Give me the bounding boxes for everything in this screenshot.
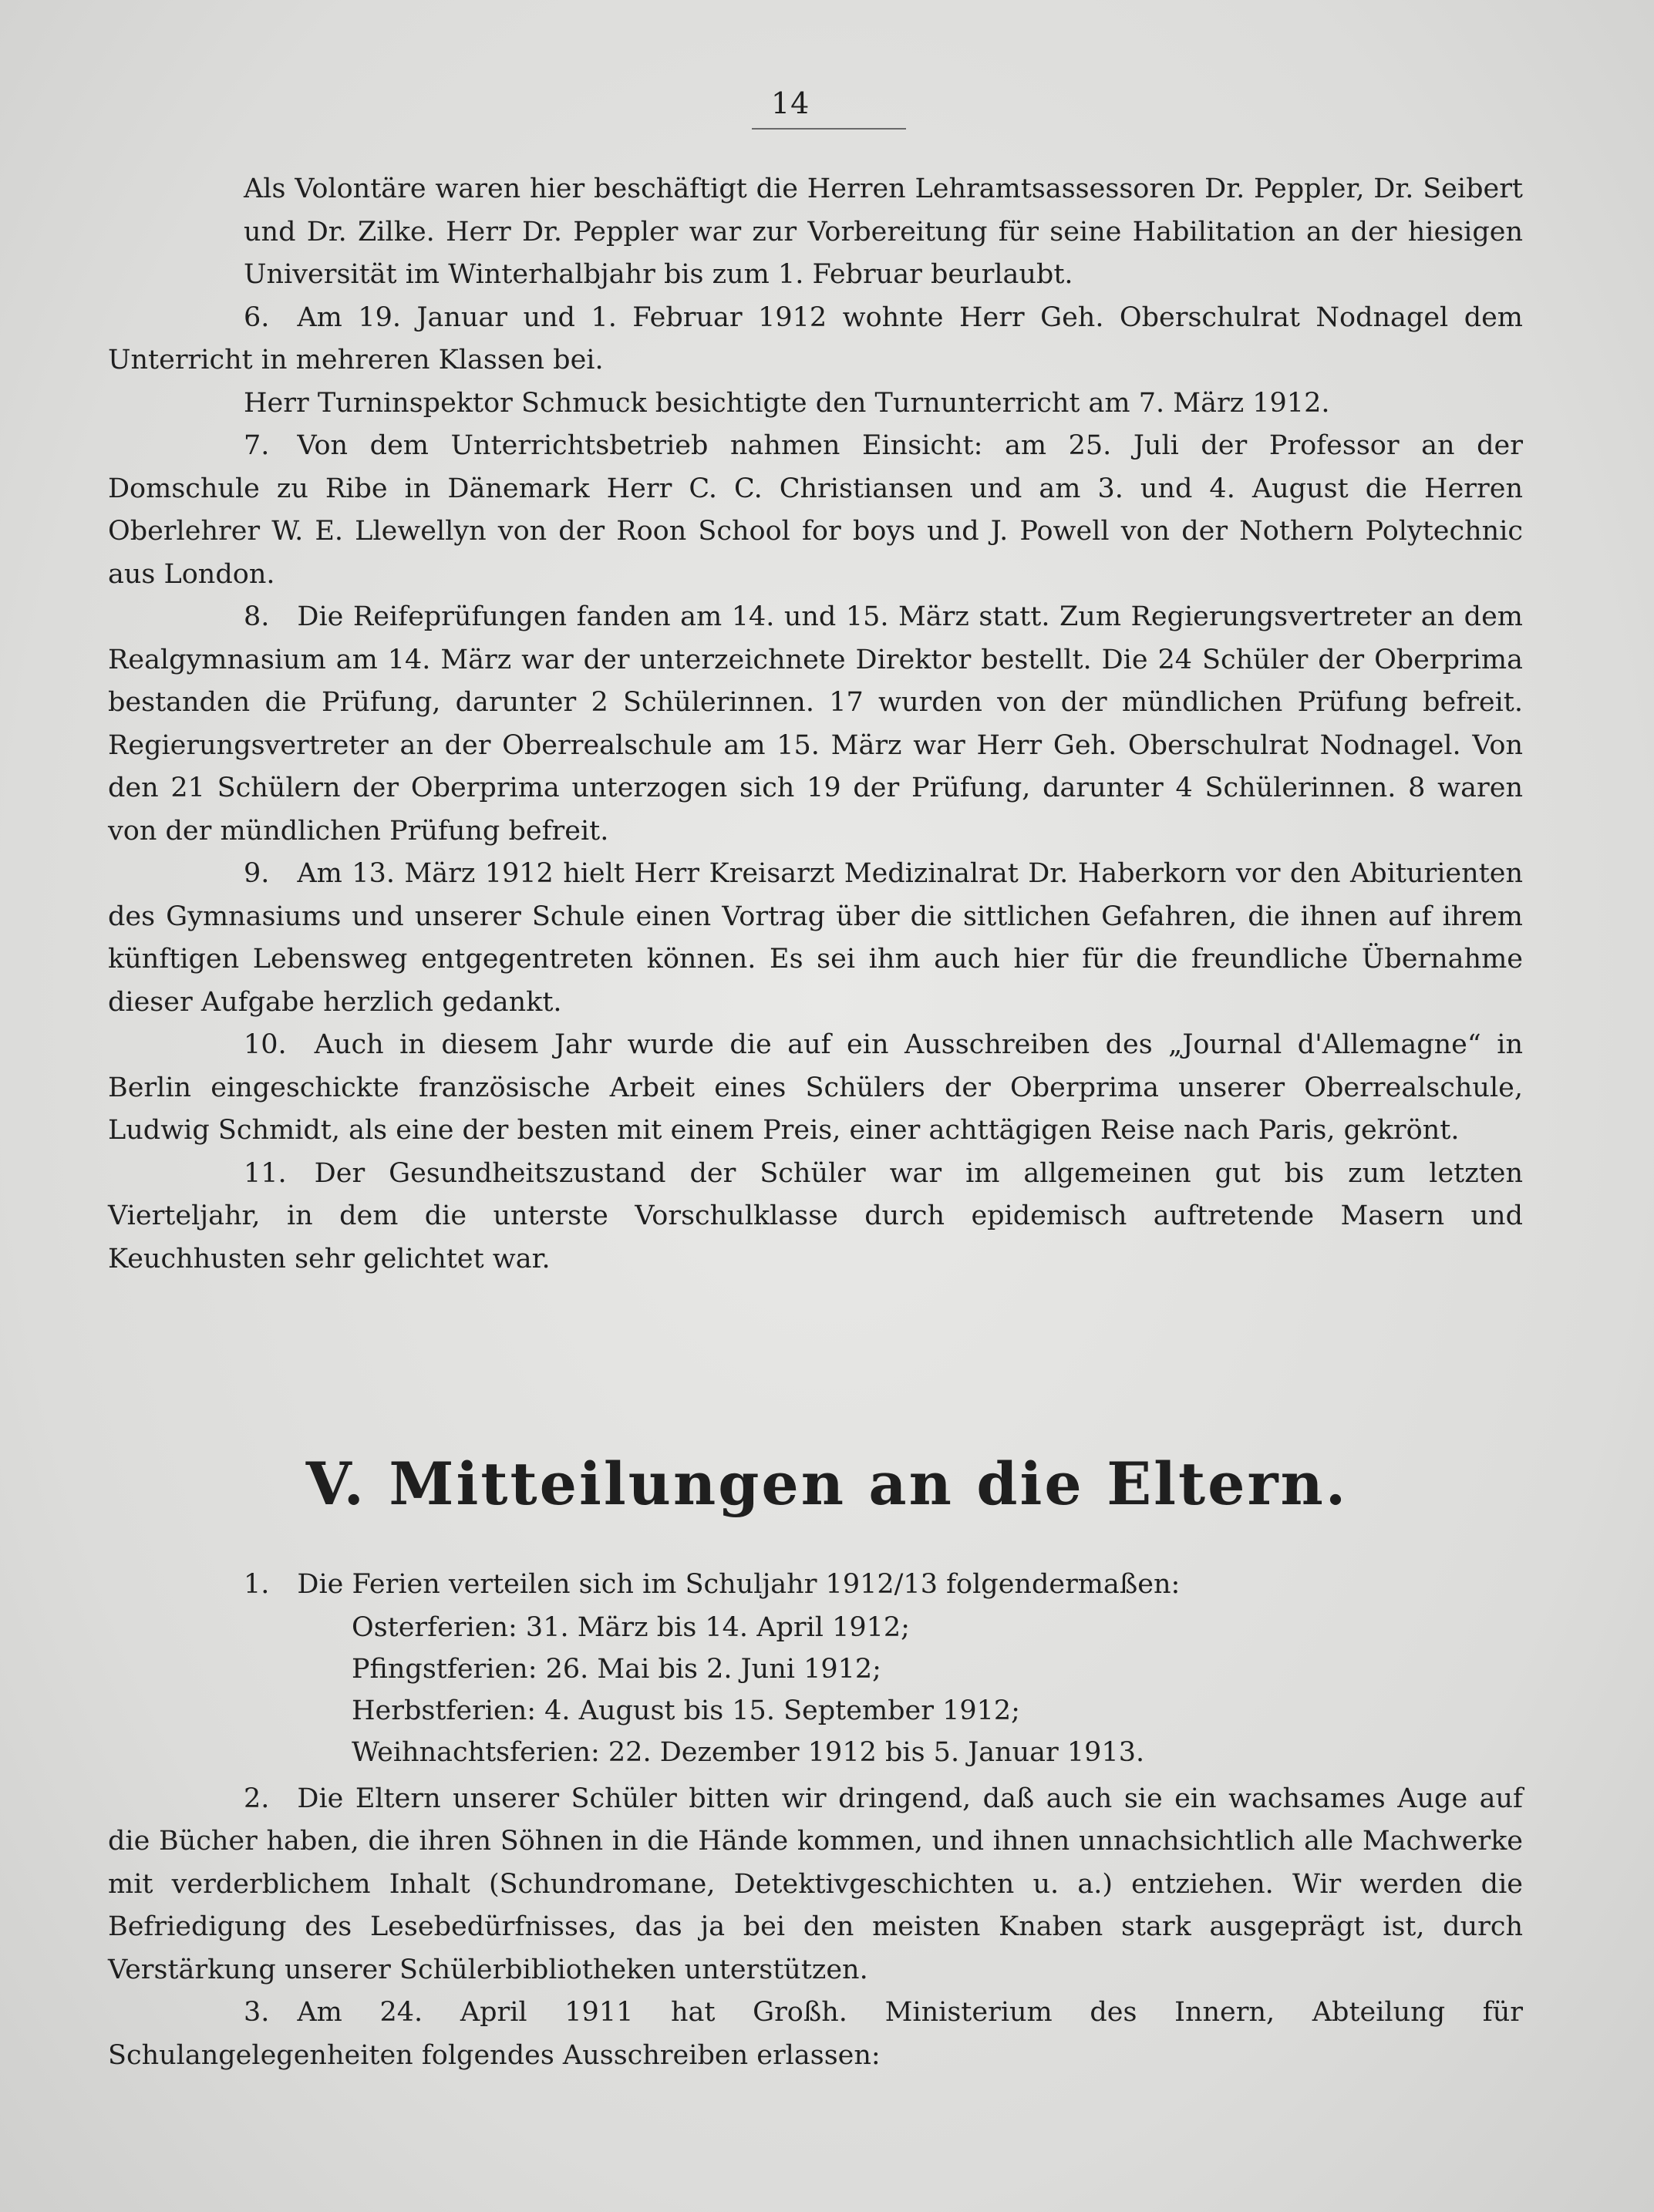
item-text: Die Eltern unserer Schüler bitten wir dringend, daß auch sie ein wachsames Auge auf die Bücher haben, die ihren Söhnen in die Hände kommen, und ihnen unnachsichtlich alle Machwerke mit verderblichem Inhalt (Schundromane, Detektivgeschichten u. a.) entziehen. Wir werden die Befriedigung des Lesebedürfnisses, das ja bei den meisten Knaben stark ausgeprägt ist, durch Verstärkung unserer Schülerbibliotheken unterstützen. [108, 1783, 1523, 1985]
item-text: Auch in diesem Jahr wurde die auf ein Ausschreiben des „Journal d'Allemagne“ in Berlin eingeschickte französische Arbeit eines Schülers der Oberprima unserer Oberrealschule, Ludwig Schmidt, als eine der besten mit einem Preis, einer achttägigen Reise nach Paris, gekrönt. [108, 1029, 1523, 1146]
item-text: Die Reifeprüfungen fanden am 14. und 15. März statt. Zum Regierungsvertreter an dem Realgymnasium am 14. März war der unterzeichnete Direktor bestellt. Die 24 Schüler der Oberprima bestanden die Prüfung, darunter 2 Schülerinnen. 17 wurden von der mündlichen Prüfung befreit. Regierungsvertreter an der Oberrealschule am 15. März war Herr Geh. Oberschulrat Nodnagel. Von den 21 Schülern der Oberprima unterzogen sich 19 der Prüfung, darunter 4 Schülerinnen. 8 waren von der mündlichen Prüfung befreit. [108, 601, 1523, 847]
item-text: Am 13. März 1912 hielt Herr Kreisarzt Medizinalrat Dr. Haberkorn vor den Abiturienten des Gymnasiums und unserer Schule einen Vortrag über die sittlichen Gefahren, die ihnen auf ihrem künftigen Lebensweg entgegentreten können. Es sei ihm auch hier für die freundliche Übernahme dieser Aufgabe herzlich gedankt. [108, 858, 1523, 1018]
report-item-8 [108, 596, 1523, 853]
item-text: Der Gesundheitszustand der Schüler war im allgemeinen gut bis zum letzten Vierteljahr, in dem die unterste Vorschulklasse durch epidemisch auftretende Masern und Keuchhusten sehr gelichtet war. [108, 1157, 1523, 1274]
item-number: 7. [244, 430, 270, 461]
item-number: 11. [244, 1157, 287, 1189]
parents-item-1 [108, 1564, 1523, 1607]
item-number: 2. [244, 1783, 270, 1814]
section-heading: V. Mitteilungen an die Eltern. [305, 1449, 1349, 1518]
item-text: Herr Turninspektor Schmuck besichtigte den Turnunterricht am 7. März 1912. [244, 387, 1330, 419]
vacation-autumn: Herbstferien: 4. August bis 15. September 1912; [352, 1695, 1020, 1726]
page-number: 14 [771, 86, 810, 120]
item-number: 3. [244, 1997, 270, 2028]
vacation-list [108, 1607, 1523, 1773]
vacation-easter: Osterferien: 31. März bis 14. April 1912; [352, 1611, 910, 1643]
section-reports [108, 168, 1523, 1281]
report-item-6 [108, 297, 1523, 382]
item-text: Die Ferien verteilen sich im Schuljahr 1912/13 folgendermaßen: [297, 1569, 1181, 1600]
item-number: 9. [244, 858, 270, 889]
vacation-christmas: Weihnachtsferien: 22. Dezember 1912 bis 5. Januar 1913. [352, 1736, 1145, 1768]
item-number: 10. [244, 1029, 287, 1060]
item-text: Am 19. Januar und 1. Februar 1912 wohnte Herr Geh. Oberschulrat Nodnagel dem Unterricht in mehreren Klassen bei. [108, 301, 1523, 375]
item-number: 6. [244, 301, 270, 333]
item-number: 8. [244, 601, 270, 632]
item-text: Am 24. April 1911 hat Großh. Ministerium des Innern, Abteilung für Schulangelegenheiten folgendes Ausschreiben erlassen: [108, 1997, 1523, 2071]
section-parents [108, 1564, 1523, 2077]
page-number-rule [752, 128, 906, 130]
parents-item-3 [108, 1991, 1523, 2077]
report-item-7 [108, 425, 1523, 596]
report-item-11 [108, 1153, 1523, 1281]
vacation-pentecost: Pfingstferien: 26. Mai bis 2. Juni 1912; [352, 1653, 881, 1685]
report-item-9 [108, 853, 1523, 1024]
item-number: 1. [244, 1569, 270, 1600]
report-item-10 [108, 1024, 1523, 1153]
report-item-6b [108, 382, 1523, 426]
item-text: Von dem Unterrichtsbetrieb nahmen Einsicht: am 25. Juli der Professor an der Domschule zu Ribe in Dänemark Herr C. C. Christiansen und am 3. und 4. August die Herren Oberlehrer W. E. Llewellyn von der Roon School for boys und J. Powell von der Nothern Polytechnic aus London. [108, 430, 1523, 590]
volunteers-paragraph: Als Volontäre waren hier beschäftigt die Herren Lehramtsassessoren Dr. Peppler, Dr. Seibert und Dr. Zilke. Herr Dr. Peppler war zur Vorbereitung für seine Habilitation an der hiesigen Universität im Winterhalbjahr bis zum 1. Februar beurlaubt. [244, 173, 1523, 290]
parents-item-2 [108, 1778, 1523, 1992]
